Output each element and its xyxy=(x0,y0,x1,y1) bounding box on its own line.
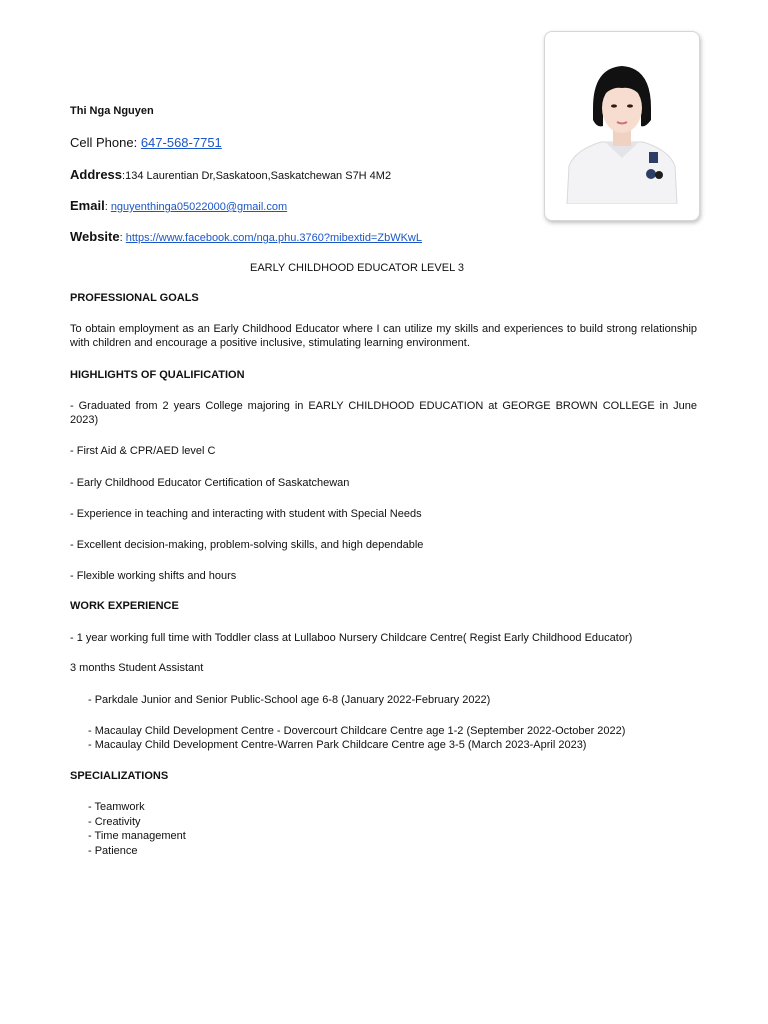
phone-label: Cell Phone: xyxy=(70,135,141,150)
email-label: Email xyxy=(70,198,105,213)
professional-goals-heading: PROFESSIONAL GOALS xyxy=(70,292,199,304)
highlight-item: - Flexible working shifts and hours xyxy=(70,570,237,582)
highlight-item: - Graduated from 2 years College majoring in EARLY CHILDHOOD EDUCATION at GEORGE BROWN COLLEGE in June 2023) xyxy=(70,400,697,426)
email-separator: : xyxy=(104,201,111,213)
website-label: Website xyxy=(70,229,120,244)
work-experience-heading: WORK EXPERIENCE xyxy=(70,600,179,612)
website-line xyxy=(70,229,422,245)
website-separator: : xyxy=(119,232,126,244)
work-experience-subheading: 3 months Student Assistant xyxy=(70,662,204,674)
email-link[interactable]: nguyenthinga05022000@gmail.com xyxy=(110,201,288,213)
work-experience-item: - Macaulay Child Development Centre - Dovercourt Childcare Centre age 1-2 (September 2022-October 2022) xyxy=(88,725,626,737)
professional-goals-text: To obtain employment as an Early Childhood Educator where I can utilize my skills and experiences to build strong relationship with children and encourage a positive inclusive, stimulating learning environment. xyxy=(70,323,697,349)
specialization-item: - Creativity xyxy=(88,816,141,828)
highlight-item: - Experience in teaching and interacting with student with Special Needs xyxy=(70,508,422,520)
work-experience-item: - Parkdale Junior and Senior Public-School age 6-8 (January 2022-February 2022) xyxy=(88,694,491,706)
address-value: :134 Laurentian Dr,Saskatoon,Saskatchewan S7H 4M2 xyxy=(122,170,392,182)
website-link[interactable]: https://www.facebook.com/nga.phu.3760?mibextid=ZbWKwL xyxy=(125,232,422,244)
job-title: EARLY CHILDHOOD EDUCATOR LEVEL 3 xyxy=(250,262,464,274)
phone-link[interactable]: 647-568-7751 xyxy=(140,135,222,150)
highlights-heading: HIGHLIGHTS OF QUALIFICATION xyxy=(70,369,245,381)
applicant-name: Thi Nga Nguyen xyxy=(70,105,154,117)
specialization-item: - Teamwork xyxy=(88,801,145,813)
highlight-item: - First Aid & CPR/AED level C xyxy=(70,445,216,457)
portrait-image xyxy=(565,62,679,204)
specialization-item: - Patience xyxy=(88,845,138,857)
specializations-heading: SPECIALIZATIONS xyxy=(70,770,169,782)
phone-line xyxy=(70,135,222,151)
address-label: Address xyxy=(70,167,123,182)
work-experience-main: - 1 year working full time with Toddler class at Lullaboo Nursery Childcare Centre( Regist Early Childhood Educator) xyxy=(70,632,633,644)
specialization-item: - Time management xyxy=(88,830,186,842)
highlight-item: - Excellent decision-making, problem-solving skills, and high dependable xyxy=(70,539,424,551)
email-line xyxy=(70,198,287,214)
address-line xyxy=(70,167,391,183)
profile-photo xyxy=(544,31,700,221)
highlight-item: - Early Childhood Educator Certification of Saskatchewan xyxy=(70,477,350,489)
work-experience-item: - Macaulay Child Development Centre-Warren Park Childcare Centre age 3-5 (March 2023-April 2023) xyxy=(88,739,587,751)
